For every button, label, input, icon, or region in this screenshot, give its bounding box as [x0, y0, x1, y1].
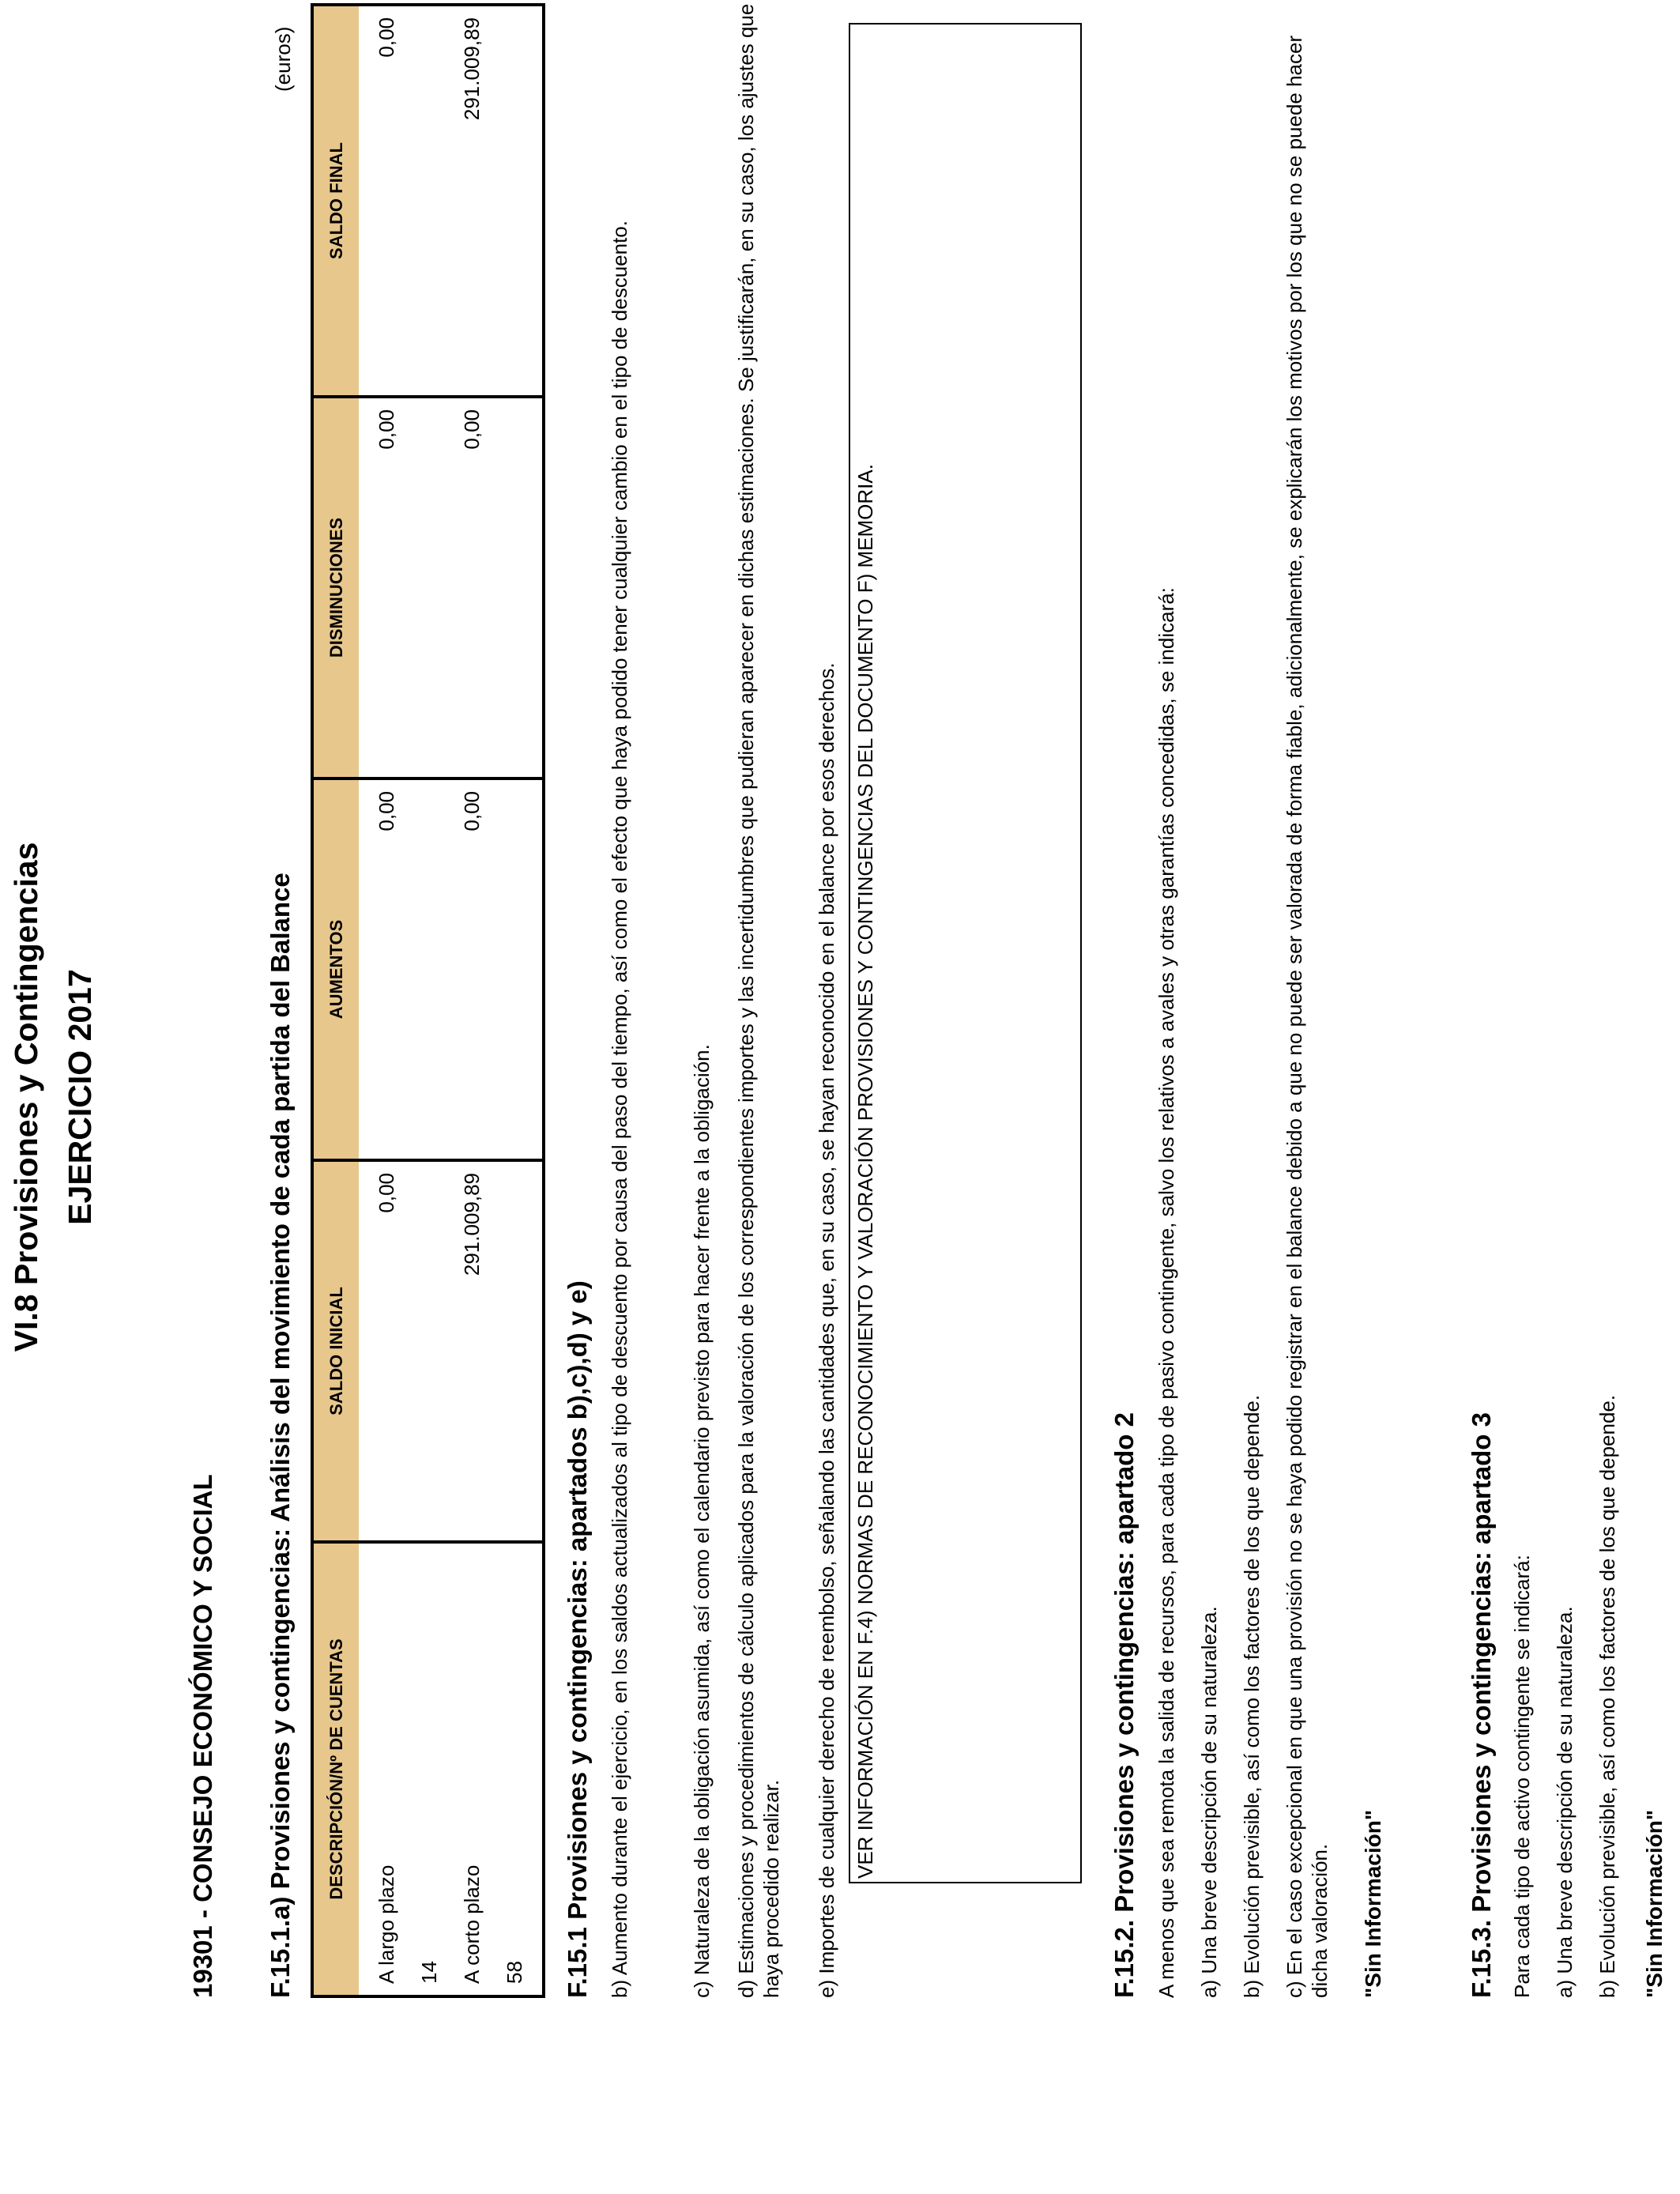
column-header: AUMENTOS: [312, 778, 359, 1160]
section-f151-d: d) Estimaciones y procedimientos de cálculo aplicados para la valoración de los correspondientes importes y las incertidumbres que pudieran aparecer en dichas estimaciones. Se justificarán, en su caso, los ajustes que haya procedido realizar.: [734, 3, 783, 1998]
saldo-inicial-value: 0,00: [375, 1173, 398, 1213]
section-f151-c: c) Naturaleza de la obligación asumida, así como el calendario previsto para hacer frente a la obligación.: [690, 1044, 714, 1998]
aumentos-value: 0,00: [460, 791, 484, 831]
disminuciones-value: 0,00: [460, 409, 484, 450]
row-description-cell: [359, 1542, 544, 1996]
row-description: A largo plazo: [375, 1864, 398, 1984]
section-f152-a: a) Una breve descripción de su naturaleza.: [1197, 1606, 1221, 1998]
saldo-final-cell: [359, 5, 544, 397]
section-f153-a: a) Una breve descripción de su naturaleza.: [1553, 1606, 1576, 1998]
column-header: SALDO INICIAL: [312, 1160, 359, 1542]
table-heading: F.15.1.a) Provisiones y contingencias: Análisis del movimiento de cada partida del Balance: [266, 873, 295, 1998]
section-f152-b: b) Evolución previsible, así como los factores de los que depende.: [1240, 1394, 1264, 1998]
section-f151-heading: F.15.1 Provisiones y contingencias: apartados b),c),d) y e): [563, 1280, 592, 1998]
section-f152-heading: F.15.2. Provisiones y contingencias: apartado 2: [1109, 1412, 1139, 1998]
table-header-row: [312, 5, 359, 1996]
row-accounts: 58: [503, 1961, 526, 1984]
disminuciones-cell: [359, 397, 544, 778]
units-label: (euros): [271, 26, 295, 92]
section-f153-b: b) Evolución previsible, así como los factores de los que depende.: [1595, 1394, 1619, 1998]
section-f151-b: b) Aumento durante el ejercicio, en los saldos actualizados al tipo de descuento por causa del paso del tiempo, así como el efecto que haya podido tener cualquier cambio en el tipo de descuento.: [608, 221, 631, 1998]
section-f153-intro: Para cada tipo de activo contingente se indicará:: [1510, 1555, 1534, 1998]
organization-heading: 19301 - CONSEJO ECONÓMICO Y SOCIAL: [188, 1474, 217, 1998]
saldo-inicial-cell: [359, 1160, 544, 1542]
aumentos-cell: [359, 778, 544, 1160]
section-f152-c: c) En el caso excepcional en que una provisión no se haya podido registrar en el balance debido a que no puede ser valorada de forma fiable, adicionalmente, se explicarán los motivos por los que no se puede hacer dicha valoración.: [1283, 35, 1332, 1998]
aumentos-value: 0,00: [375, 791, 398, 831]
saldo-final-value: 0,00: [375, 17, 398, 58]
page-title: VI.8 Provisiones y Contingencias: [8, 842, 44, 1352]
column-header: DESCRIPCIÓN/Nº DE CUENTAS: [312, 1542, 359, 1996]
exercise-title: EJERCICIO 2017: [62, 969, 98, 1225]
section-f153-note: "Sin Información": [1642, 1809, 1667, 1998]
memo-reference-text: VER INFORMACIÓN EN F.4) NORMAS DE RECONOCIMIENTO Y VALORACIÓN PROVISIONES Y CONTINGENCIAS DEL DOCUMENTO F) MEMORIA.: [853, 464, 877, 1879]
section-f152-intro: A menos que sea remota la salida de recursos, para cada tipo de pasivo contingente, salvo los relativos a avales y otras garantías concedidas, se indicará:: [1155, 587, 1178, 1998]
column-header: SALDO FINAL: [312, 5, 359, 397]
row-accounts: 14: [417, 1961, 441, 1984]
section-f153-heading: F.15.3. Provisiones y contingencias: apartado 3: [1467, 1412, 1496, 1998]
disminuciones-value: 0,00: [375, 409, 398, 450]
table-row: [359, 5, 544, 1996]
memo-reference-box: [849, 23, 1082, 1883]
section-f151-e: e) Importes de cualquier derecho de reembolso, señalando las cantidades que, en su caso, se hayan reconocido en el balance por esos derechos.: [815, 662, 838, 1998]
saldo-final-value: 291.009,89: [460, 17, 484, 121]
provisions-movement-table: [311, 3, 545, 1998]
column-header: DISMINUCIONES: [312, 397, 359, 778]
saldo-inicial-value: 291.009,89: [460, 1173, 484, 1276]
section-f152-note: "Sin Información": [1361, 1809, 1385, 1998]
row-description: A corto plazo: [460, 1864, 484, 1984]
